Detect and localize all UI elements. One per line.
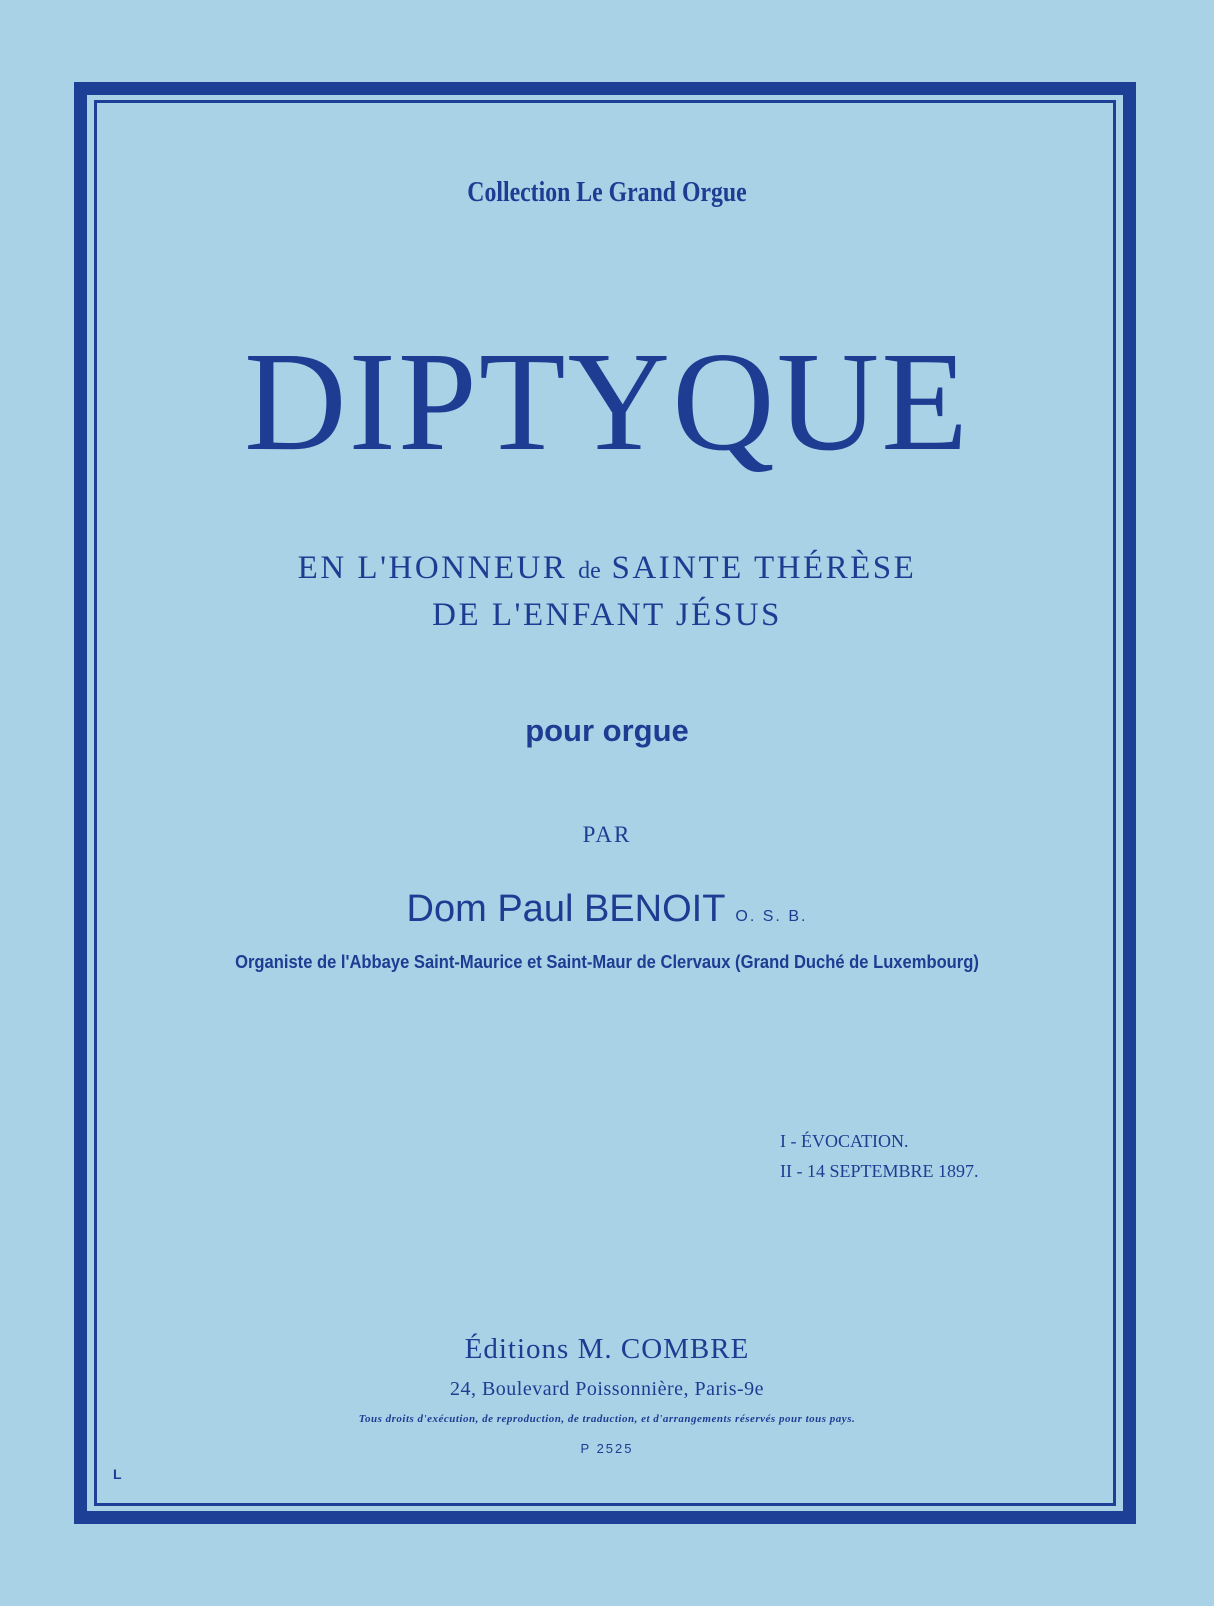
corner-mark: L <box>113 1466 122 1482</box>
movement-list <box>780 1126 979 1186</box>
subtitle-line-1 <box>0 550 1214 587</box>
collection-name: Collection Le Grand Orgue <box>467 176 747 208</box>
author-line <box>0 888 1214 931</box>
inner-frame <box>94 100 1116 1506</box>
publisher-address: 24, Boulevard Poissonnière, Paris-9e <box>449 1378 765 1400</box>
instrument: pour orgue <box>525 713 689 748</box>
author-suffix: O. S. B. <box>735 908 808 925</box>
movement-item: II - 14 SEPTEMBRE 1897. <box>780 1161 979 1181</box>
subtitle-small-word: de <box>578 558 601 584</box>
par-label: PAR <box>582 822 632 847</box>
rights-notice: Tous droits d'exécution, de reproduction, de traduction, et d'arrangements réservés pour tous pays. <box>358 1413 856 1425</box>
publisher-name: Éditions M. COMBRE <box>464 1333 750 1365</box>
plate-number: P 2525 <box>580 1441 634 1456</box>
subtitle-line-2: DE L'ENFANT JÉSUS <box>432 597 782 633</box>
main-title: DIPTYQUE <box>244 322 970 480</box>
movement-item: I - ÉVOCATION. <box>780 1131 909 1151</box>
author-position: Organiste de l'Abbaye Saint-Maurice et Saint-Maur de Clervaux (Grand Duché de Luxembourg) <box>235 952 979 972</box>
subtitle-part-b: SAINTE THÉRÈSE <box>611 550 917 586</box>
subtitle-part-a: EN L'HONNEUR <box>297 550 568 586</box>
author-name: Dom Paul BENOIT <box>406 888 726 930</box>
